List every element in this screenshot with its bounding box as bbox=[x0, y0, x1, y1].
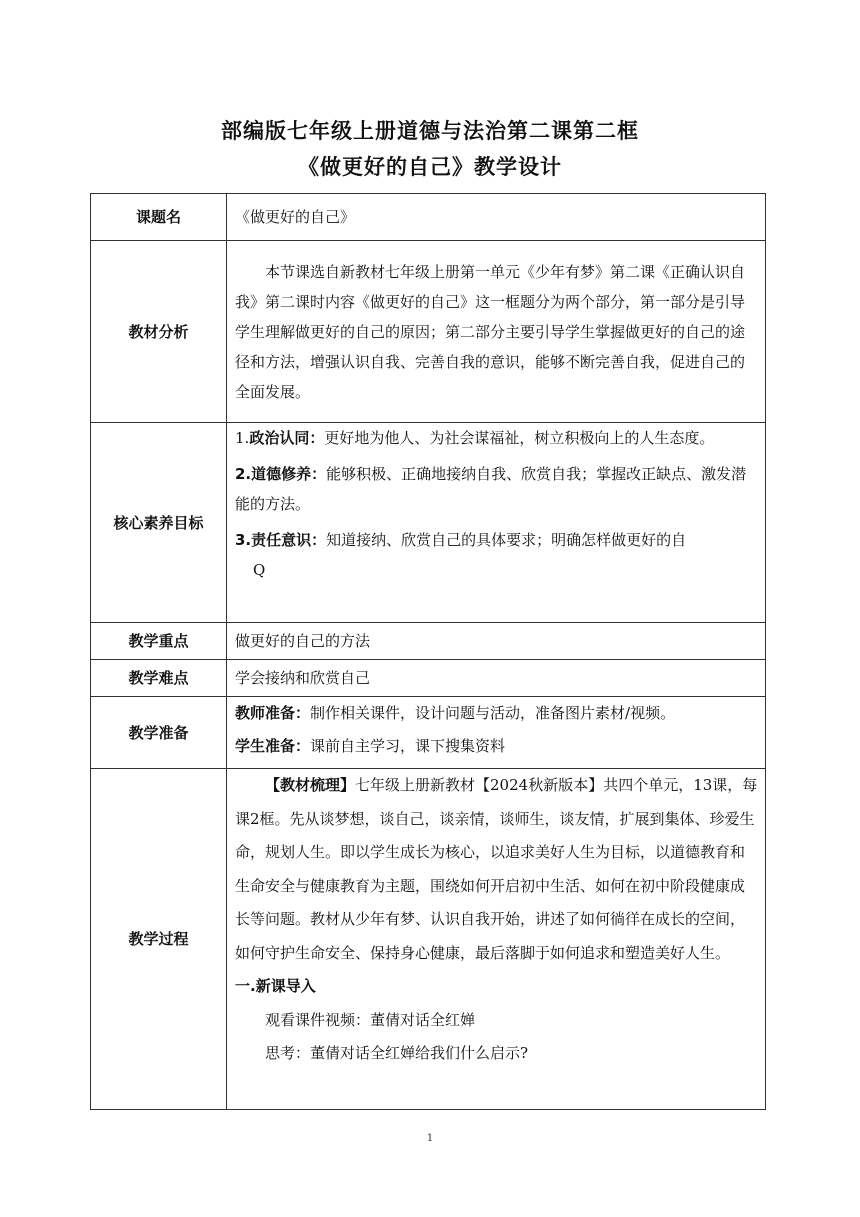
page-number: 1 bbox=[426, 1133, 434, 1144]
lesson-plan-table bbox=[90, 193, 766, 1110]
topic-value: 《做更好的自己》 bbox=[227, 194, 766, 241]
table-row-difficulty bbox=[91, 660, 766, 697]
difficulty-label: 教学难点 bbox=[91, 660, 227, 697]
table-row-topic bbox=[91, 194, 766, 241]
literacy-label: 核心素养目标 bbox=[91, 423, 227, 623]
literacy-item-2: 2.道德修养：能够积极、正确地接纳自我、欣赏自我；掌握改正缺点、激发潜能的方法。 bbox=[235, 465, 747, 513]
process-line-1: 观看课件视频：董倩对话全红婵 bbox=[265, 1010, 476, 1029]
teacher-prep: 教师准备：制作相关课件，设计问题与活动，准备图片素材/视频。 bbox=[235, 704, 676, 722]
document-title-line1: 部编版七年级上册道德与法治第二课第二框 bbox=[221, 119, 639, 143]
topic-label: 课题名 bbox=[91, 194, 227, 241]
outline-paragraph: 【教材梳理】七年级上册新教材【2024秋新版本】共四个单元，13课，每课2框。先从谈梦想，谈自己，谈亲情，谈师生，谈友情，扩展到集体、珍爱生命，规划人生。即以学生成长为核心，以追求美好人生为目标，以道德教育和生命安全与健康教育为主题，围绕如何开启初中生活、如何在初中阶段健康成长等问题。教材从少年有梦、认识自我开始，讲述了如何徜徉在成长的空间，如何守护生命安全、保持身心健康，最后落脚于如何追求和塑造美好人生。 bbox=[235, 776, 758, 962]
difficulty-value: 学会接纳和欣赏自己 bbox=[227, 660, 766, 697]
table-row-process bbox=[91, 769, 766, 1110]
student-prep: 学生准备：课前自主学习，课下搜集资料 bbox=[235, 737, 506, 755]
section-heading: 一.新课导入 bbox=[235, 977, 316, 995]
process-label: 教学过程 bbox=[91, 769, 227, 1110]
table-row-literacy bbox=[91, 423, 766, 623]
prep-label: 教学准备 bbox=[91, 697, 227, 769]
literacy-item-3: 3.责任意识：知道接纳、欣赏自己的具体要求；明确怎样做更好的自 Q bbox=[235, 531, 687, 579]
document-title-line2: 《做更好的自己》教学设计 bbox=[298, 155, 562, 179]
table-row-analysis bbox=[91, 241, 766, 423]
focus-label: 教学重点 bbox=[91, 623, 227, 660]
table-row-focus bbox=[91, 623, 766, 660]
analysis-label: 教材分析 bbox=[91, 241, 227, 423]
process-line-2: 思考：董倩对话全红婵给我们什么启示? bbox=[265, 1044, 529, 1062]
focus-value: 做更好的自己的方法 bbox=[227, 623, 766, 660]
literacy-item-1: 1.政治认同：更好地为他人、为社会谋福祉，树立积极向上的人生态度。 bbox=[235, 429, 715, 447]
analysis-text: 本节课选自新教材七年级上册第一单元《少年有梦》第二课《正确认识自我》第二课时内容《做更好的自己》这一框题分为两个部分，第一部分是引导学生理解做更好的自己的原因；第二部分主要引导学生掌握做更好的自己的途径和方法，增强认识自我、完善自我的意识，能够不断完善自我，促进自己的全面发展。 bbox=[235, 262, 746, 401]
table-row-prep bbox=[91, 697, 766, 769]
